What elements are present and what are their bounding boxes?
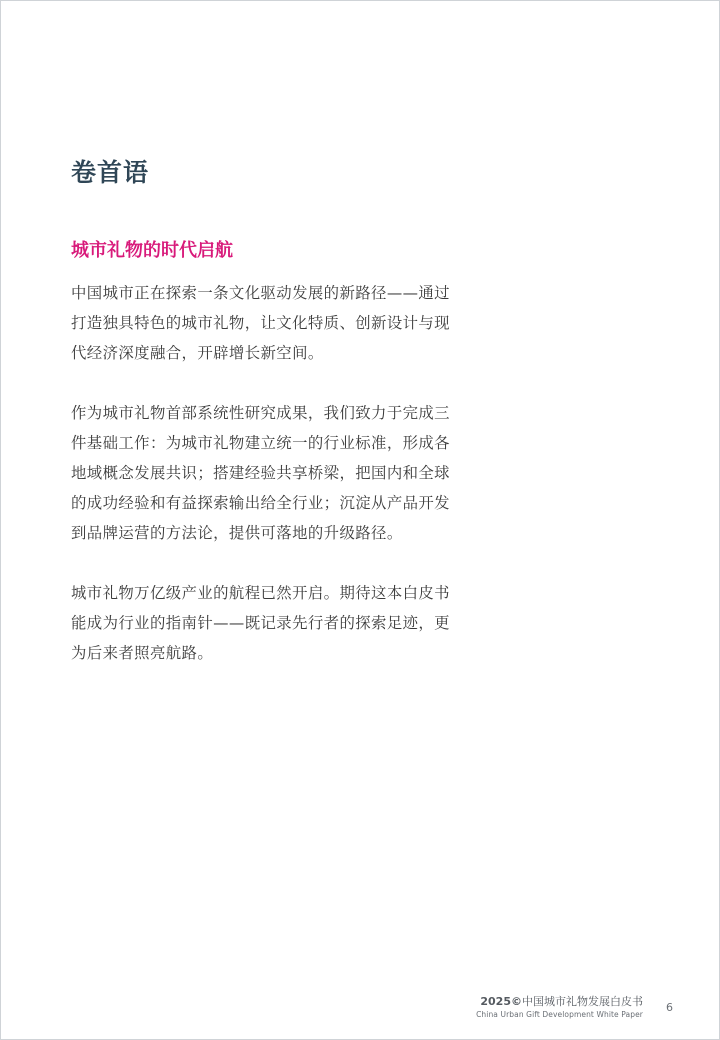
body-text [71, 278, 491, 698]
paragraph-3: 城市礼物万亿级产业的航程已然开启。期待这本白皮书 能成为行业的指南针——既记录先行者的探索足迹，更 为后来者照亮航路。 [71, 584, 450, 662]
footer-year: 2025© [480, 995, 522, 1008]
page-footer [476, 995, 643, 1020]
page-number: 6 [666, 1001, 673, 1014]
section-subtitle: 城市礼物的时代启航 [71, 240, 233, 261]
page-title: 卷首语 [71, 158, 150, 187]
paragraph-2: 作为城市礼物首部系统性研究成果，我们致力于完成三 件基础工作：为城市礼物建立统一的行业标准，形成各 地域概念发展共识；搭建经验共享桥梁，把国内和全球 的成功经验和有益探索输出给全行业；沉淀从产品开发 到品牌运营的方法论，提供可落地的升级路径。 [71, 404, 450, 542]
paragraph-1: 中国城市正在探索一条文化驱动发展的新路径——通过 打造独具特色的城市礼物，让文化特质、创新设计与现 代经济深度融合，开辟增长新空间。 [71, 284, 450, 362]
footer-title-cn: 中国城市礼物发展白皮书 [522, 995, 643, 1008]
footer-title-en: China Urban Gift Development White Paper [476, 1010, 643, 1019]
footer-title-cn-line [476, 995, 643, 1009]
